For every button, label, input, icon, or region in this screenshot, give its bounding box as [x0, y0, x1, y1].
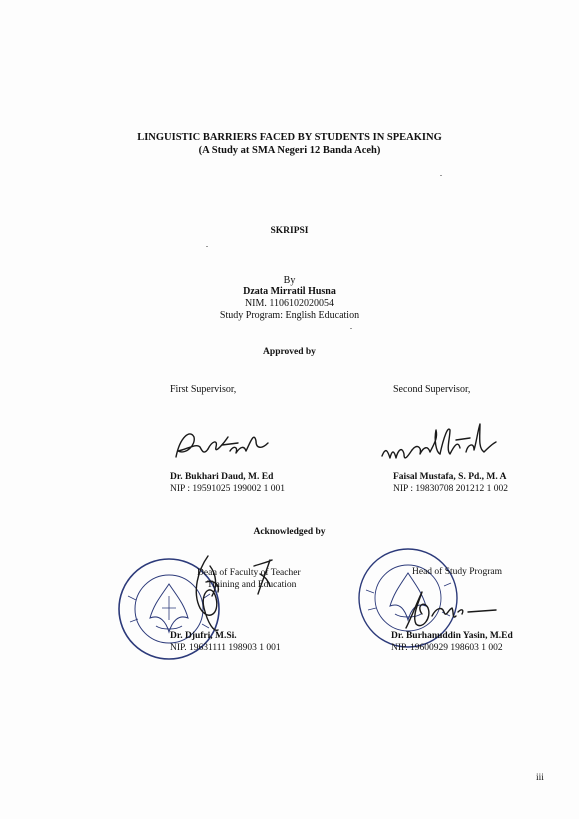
scan-speck	[206, 246, 208, 247]
author-name: Dzata Mirratil Husna	[243, 286, 336, 297]
first-supervisor-signature	[172, 425, 272, 465]
dean-signature	[186, 552, 286, 636]
head-name: Dr. Burhanuddin Yasin, M.Ed	[391, 631, 513, 641]
scan-speck	[440, 175, 442, 176]
head-nip: NIP. 19600929 198603 1 002	[391, 643, 503, 653]
second-supervisor-name: Faisal Mustafa, S. Pd., M. A	[393, 472, 507, 482]
first-supervisor-name: Dr. Bukhari Daud, M. Ed	[170, 472, 274, 482]
page-number: iii	[536, 773, 544, 783]
second-supervisor-nip: NIP : 19830708 201212 1 002	[393, 484, 508, 494]
by-label: By	[283, 275, 296, 286]
title-line-2: (A Study at SMA Negeri 12 Banda Aceh)	[198, 145, 381, 156]
head-role: Head of Study Program	[412, 567, 502, 577]
author-nim: NIM. 1106102020054	[244, 298, 335, 309]
approved-by-heading: Approved by	[263, 347, 316, 357]
study-program: Study Program: English Education	[219, 310, 360, 321]
acknowledged-by-heading: Acknowledged by	[253, 527, 326, 537]
dean-role-line-1: Dean of Faculty of Teacher	[197, 568, 301, 578]
thesis-title	[0, 131, 579, 157]
first-supervisor-nip: NIP : 19591025 199002 1 001	[170, 484, 285, 494]
title-line-1: LINGUISTIC BARRIERS FACED BY STUDENTS IN SPEAKING	[137, 132, 442, 143]
second-supervisor-signature	[378, 416, 498, 472]
dean-name: Dr. Djufri, M.Si.	[170, 631, 237, 641]
dean-nip: NIP. 19631111 198903 1 001	[170, 643, 281, 653]
first-supervisor-role: First Supervisor,	[170, 384, 237, 395]
head-signature	[392, 586, 502, 634]
document-type: SKRIPSI	[270, 226, 309, 236]
scan-speck	[350, 328, 352, 329]
dean-role	[197, 567, 301, 591]
second-supervisor-role: Second Supervisor,	[393, 384, 471, 395]
dean-role-line-2: Training and Education	[207, 580, 297, 590]
